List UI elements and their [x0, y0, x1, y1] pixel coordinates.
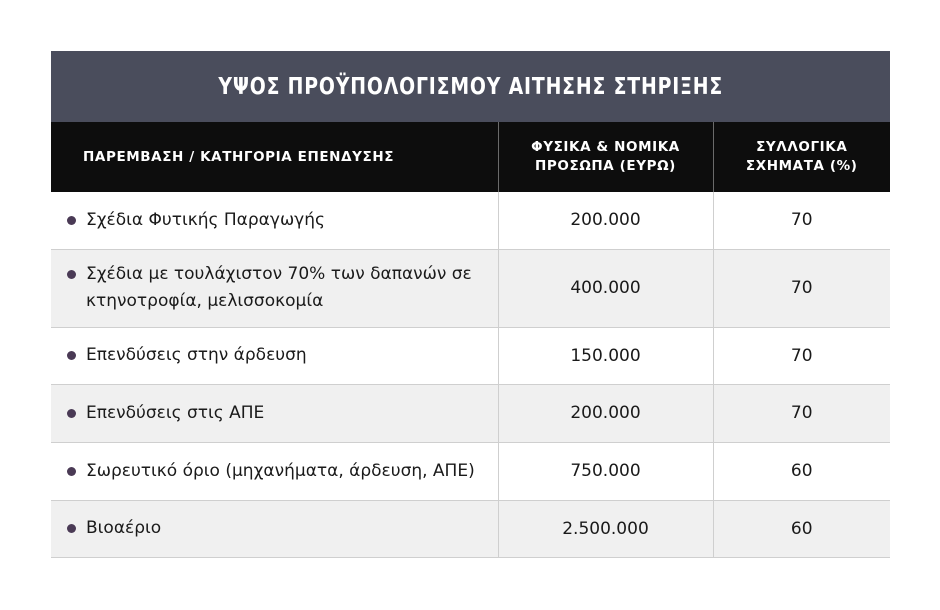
header-collective: [713, 122, 890, 192]
persons-amount: 200.000: [498, 192, 713, 249]
collective-percent: 70: [790, 278, 813, 298]
collective-percent: 70: [790, 403, 813, 423]
category-cell: [51, 249, 498, 327]
header-persons: [498, 122, 713, 192]
category-text: Βιοαέριο: [86, 518, 162, 538]
category-text: Επενδύσεις στις ΑΠΕ: [86, 402, 265, 423]
category-text: Σωρευτικό όριο (μηχανήματα, άρδευση, ΑΠΕ): [86, 460, 475, 481]
bullet-icon: [67, 467, 76, 476]
category-cell: [51, 327, 498, 384]
bullet-icon: [67, 351, 76, 360]
category-text: Σχέδια Φυτικής Παραγωγής: [86, 209, 325, 230]
persons-amount: 200.000: [498, 384, 713, 442]
table-row: [51, 384, 890, 442]
collective-percent: 70: [790, 345, 813, 366]
header-category: [51, 122, 498, 192]
budget-grid: [51, 122, 890, 558]
persons-amount: 400.000: [498, 249, 713, 327]
header-collective-line1: ΣΥΛΛΟΓΙΚΑ: [756, 139, 848, 155]
bullet-icon: [67, 524, 76, 533]
category-cell: [51, 500, 498, 557]
table-row: [51, 192, 890, 249]
budget-table: [51, 51, 890, 558]
persons-amount: 150.000: [498, 327, 713, 384]
category-text: Σχέδια με τουλάχιστον 70% των δαπανών σε κτηνοτροφία, μελισσοκομία: [86, 264, 472, 311]
header-row: [51, 122, 890, 192]
header-category-label: ΠΑΡΕΜΒΑΣΗ / ΚΑΤΗΓΟΡΙΑ ΕΠΕΝΔΥΣΗΣ: [83, 148, 395, 165]
collective-percent: 60: [790, 518, 813, 539]
table-title: ΥΨΟΣ ΠΡΟΫΠΟΛΟΓΙΣΜΟΥ ΑΙΤΗΣΗΣ ΣΤΗΡΙΞΗΣ: [218, 73, 723, 100]
table-row: [51, 327, 890, 384]
header-persons-line2: ΠΡΟΣΩΠΑ (ΕΥΡΩ): [535, 158, 676, 174]
table-row: [51, 442, 890, 500]
bullet-icon: [67, 270, 76, 279]
collective-percent: 70: [790, 210, 813, 231]
bullet-icon: [67, 216, 76, 225]
category-cell: [51, 442, 498, 500]
table-title-bar: [51, 51, 890, 122]
table-row: [51, 500, 890, 557]
persons-amount: 750.000: [498, 442, 713, 500]
category-cell: [51, 384, 498, 442]
bullet-icon: [67, 409, 76, 418]
category-text: Επενδύσεις στην άρδευση: [86, 345, 307, 365]
collective-percent: 60: [790, 461, 813, 481]
category-cell: [51, 192, 498, 249]
header-collective-line2: ΣΧΗΜΑΤΑ (%): [745, 158, 858, 174]
persons-amount: 2.500.000: [498, 500, 713, 557]
header-persons-line1: ΦΥΣΙΚΑ & ΝΟΜΙΚΑ: [531, 139, 680, 155]
table-row: [51, 249, 890, 327]
